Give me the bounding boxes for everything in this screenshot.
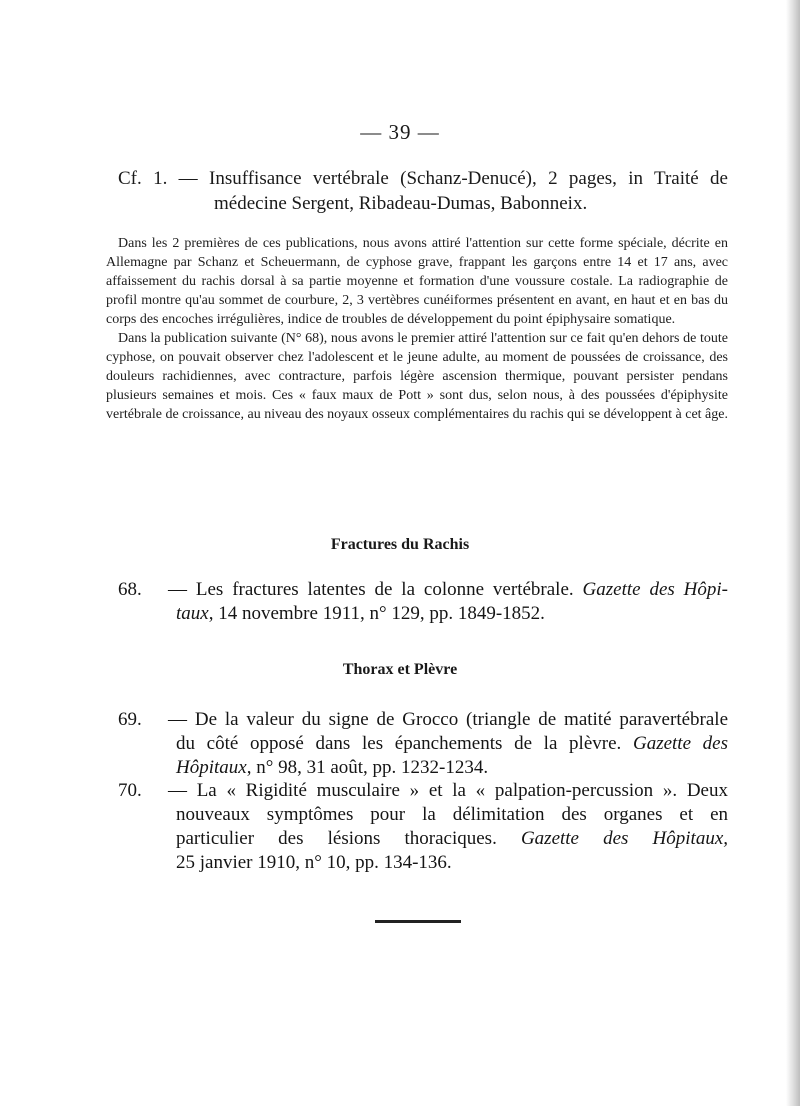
cf-line-1: Cf. 1. — Insuffisance vertébrale (Schanz-Denucé), 2 pages, in Traité de xyxy=(118,168,728,189)
closing-rule xyxy=(375,920,461,923)
entry-citation: , 14 novembre 1911, n° 129, pp. 1849-1852. xyxy=(208,603,545,624)
page-number: — 39 — xyxy=(360,120,440,144)
commentary-paragraph-2: Dans la publication suivante (N° 68), nous avons le premier attiré l'attention sur ce fait qu'en dehors de toute cyphose, on pouvait observer chez l'adolescent et le jeune adulte, au moment de poussées de croissance, des douleurs rachidiennes, avec contracture, parfois légère ascension thermique, pouvant persister pendans plusieurs semaines et mois. Ces « faux maux de Pott » sont dus, selon nous, à des poussées d'épiphysite vertébrale de croissance, au niveau des noyaux osseux complémentaires du rachis qui se développent à cet âge. xyxy=(106,331,728,422)
entry-title-cont: du côté opposé dans les épanchements de la plèvre. xyxy=(176,733,622,754)
entry-title: — De la valeur du signe de Grocco (triangle de matité paravertébrale xyxy=(168,709,728,730)
section-heading-thorax: Thorax et Plèvre xyxy=(342,661,458,678)
bibliography-entry-69 xyxy=(118,708,728,780)
entry-number: 70. xyxy=(118,780,142,801)
commentary-paragraph-1: Dans les 2 premières de ces publications, nous avons attiré l'attention sur cette forme spéciale, décrite en Allemagne par Schanz et Scheuermann, de cyphose grave, frappant les garçons entre 14 et 17 ans, avec affaissement du rachis dorsal à sa partie moyenne et formation d'une voussure costale. La radiographie de profil montre qu'au sommet de courbure, 2, 3 vertèbres cunéiformes présentent en avant, en haut et en bas du corps des encoches irrégulières, indice de troubles de développement du point épiphysaire somatique. xyxy=(106,236,728,327)
entry-title: — Les fractures latentes de la colonne vertébrale. xyxy=(168,579,574,600)
cf-line-2: médecine Sergent, Ribadeau-Dumas, Babonneix. xyxy=(214,193,588,214)
entry-journal: Gazette des xyxy=(632,733,729,754)
entry-journal: Gazette des Hôpi- xyxy=(582,579,728,600)
entry-number: 68. xyxy=(118,579,142,600)
entry-citation: , n° 98, 31 août, pp. 1232-1234. xyxy=(246,757,489,778)
entry-journal: Gazette des Hôpitaux, xyxy=(520,828,728,849)
bibliography-entry-68 xyxy=(118,578,728,626)
entry-title: — La « Rigidité musculaire » et la « palpation-percussion ». Deux xyxy=(168,780,728,801)
entry-title-line-2: nouveaux symptômes pour la délimitation des organes et en xyxy=(176,804,728,825)
entry-journal-cont: taux xyxy=(176,603,209,624)
entry-title-line-3: particulier des lésions thoraciques. xyxy=(176,828,497,849)
bibliography-entry-70 xyxy=(118,779,728,875)
entry-number: 69. xyxy=(118,709,142,730)
entry-journal-cont: Hôpitaux xyxy=(176,757,247,778)
section-heading-rachis: Fractures du Rachis xyxy=(330,536,470,553)
entry-citation: 25 janvier 1910, n° 10, pp. 134-136. xyxy=(176,852,452,873)
cf-entry xyxy=(118,166,728,216)
commentary xyxy=(106,234,728,424)
